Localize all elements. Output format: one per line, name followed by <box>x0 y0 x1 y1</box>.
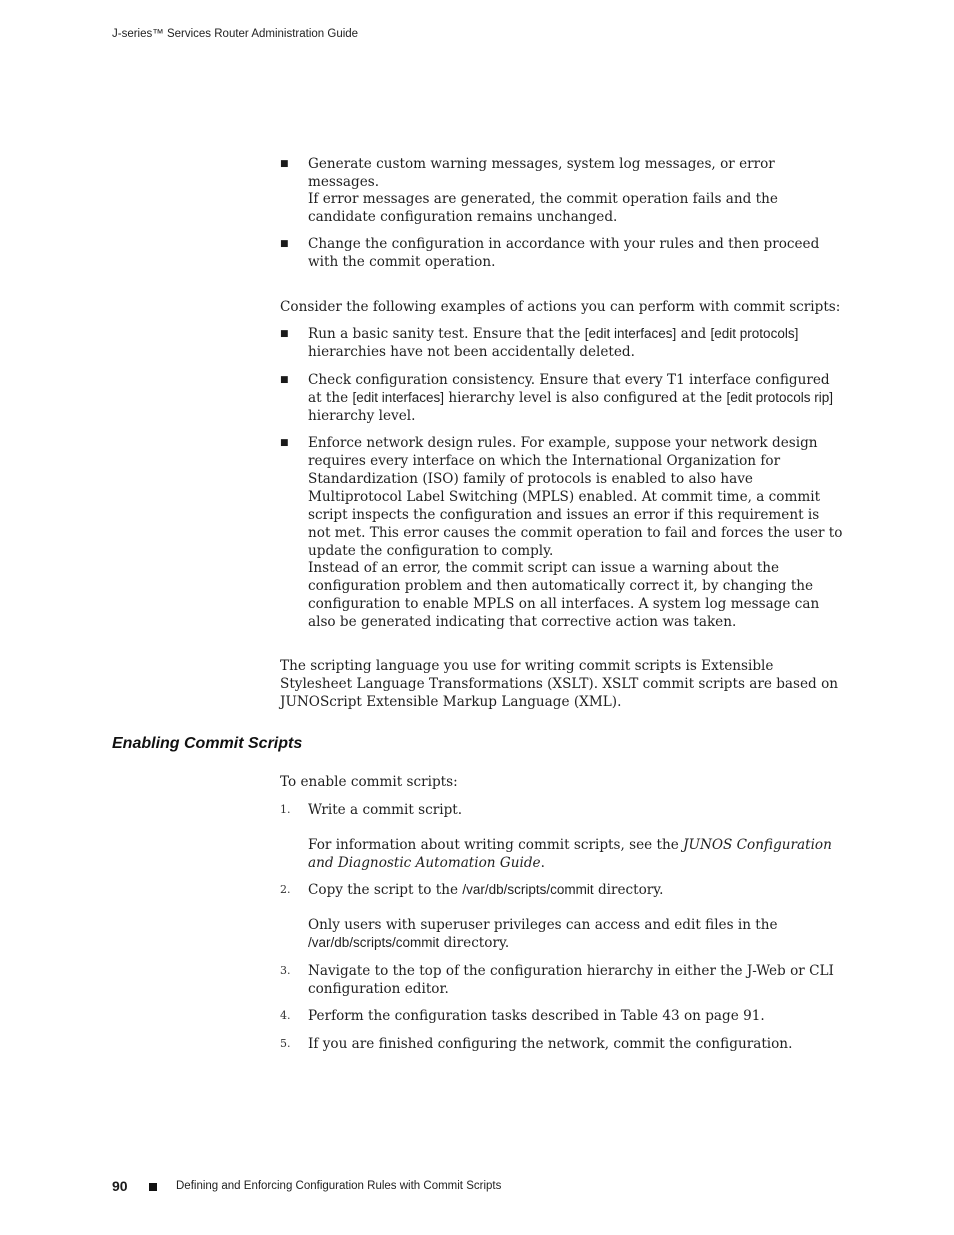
step-text: Write a commit script. <box>308 802 463 818</box>
bullet-square-icon: ■ <box>280 438 289 448</box>
directory-path: /var/db/scripts/commit <box>462 882 594 897</box>
step-text: Copy the script to the /var/db/scripts/commit directory. <box>308 882 664 898</box>
step-text: If you are finished configuring the network, commit the configuration. <box>308 1036 793 1052</box>
bullet-square-icon: ■ <box>280 375 289 385</box>
bullet-text: Change the configuration in accordance with your rules and then proceed with the commit operation. <box>308 236 820 270</box>
bullet-text: Enforce network design rules. For example, suppose your network design requires every interface on which the International Organization for Standardization (ISO) family of protocols is enabled to also have Multiprotocol Label Switching (MPLS) enabled. At commit time, a commit script inspects the configuration and issues an error if this requirement is not met. This error causes the commit operation to fail and forces the user to update the configuration to comply. <box>308 435 843 559</box>
paragraph: To enable commit scripts: <box>280 774 458 790</box>
step-text: Perform the configuration tasks described in Table 43 on page 91. <box>308 1008 765 1024</box>
bullet-subparagraph: Instead of an error, the commit script can issue a warning about the configuration problem and then automatically correct it, by changing the configuration to enable MPLS on all interfaces. A system log message can also be generated indicating that corrective action was taken. <box>308 560 820 630</box>
directory-path: /var/db/scripts/commit <box>308 935 440 950</box>
bullet-square-icon: ■ <box>280 159 289 169</box>
step-text: Navigate to the top of the configuration hierarchy in either the J-Web or CLI configuration editor. <box>308 963 834 997</box>
paragraph: Consider the following examples of actions you can perform with commit scripts: <box>280 299 841 315</box>
running-header: J-series™ Services Router Administration Guide <box>112 28 359 40</box>
footer-square-icon <box>149 1183 157 1191</box>
bullet-text: Generate custom warning messages, system log messages, or error messages. <box>308 156 775 190</box>
config-path: [edit protocols] <box>710 326 799 341</box>
step-number: 3. <box>280 964 291 977</box>
step-number: 2. <box>280 883 291 896</box>
bullet-text: Run a basic sanity test. Ensure that the [edit interfaces] and [edit protocols] hierarchies have not been accidentally deleted. <box>308 326 799 360</box>
page-number: 90 <box>112 1178 128 1194</box>
paragraph: The scripting language you use for writing commit scripts is Extensible Stylesheet Language Transformations (XSLT). XSLT commit scripts are based on JUNOScript Extensible Markup Language (XML). <box>280 658 839 710</box>
document-reference: JUNOS Configuration and Diagnostic Automation Guide <box>308 837 832 871</box>
step-number: 1. <box>280 803 291 816</box>
bullet-square-icon: ■ <box>280 239 289 249</box>
config-path: [edit protocols rip] <box>726 390 834 405</box>
step-number: 4. <box>280 1009 291 1022</box>
bullet-square-icon: ■ <box>280 329 289 339</box>
bullet-subparagraph: If error messages are generated, the commit operation fails and the candidate configuration remains unchanged. <box>308 191 778 225</box>
section-heading: Enabling Commit Scripts <box>112 735 303 752</box>
chapter-title: Defining and Enforcing Configuration Rules with Commit Scripts <box>176 1180 502 1192</box>
step-subparagraph: For information about writing commit scripts, see the JUNOS Configuration and Diagnostic Automation Guide. <box>308 837 832 871</box>
step-subparagraph: Only users with superuser privileges can access and edit files in the /var/db/scripts/commit directory. <box>308 917 778 951</box>
config-path: [edit interfaces] <box>584 326 677 341</box>
bullet-text: Check configuration consistency. Ensure that every T1 interface configured at the [edit interfaces] hierarchy level is also configured at the [edit protocols rip] hierarchy level. <box>308 372 834 424</box>
step-number: 5. <box>280 1037 291 1050</box>
config-path: [edit interfaces] <box>352 390 445 405</box>
